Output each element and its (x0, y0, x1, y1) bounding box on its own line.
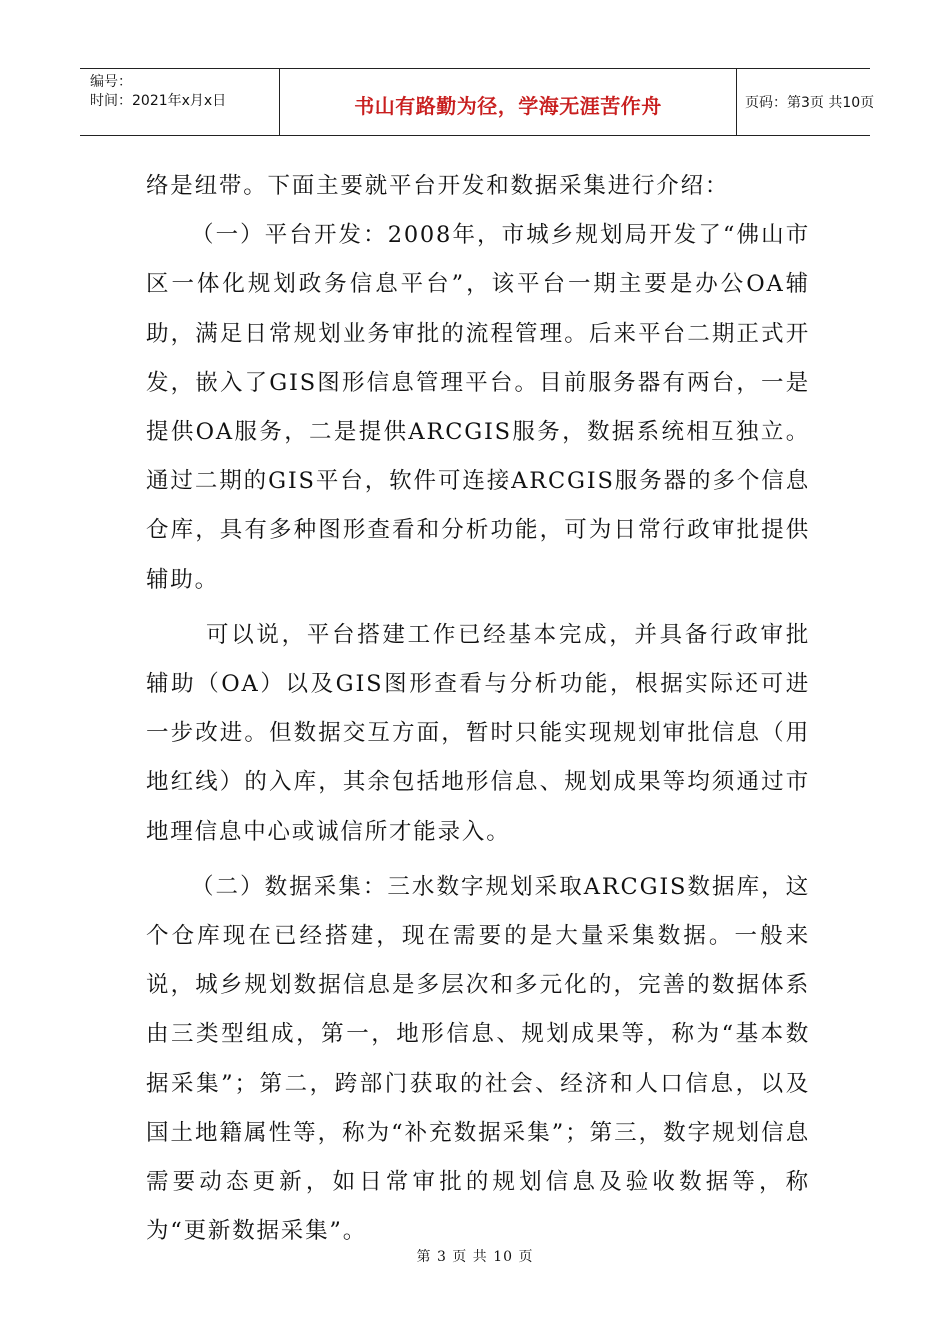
header-motto: 书山有路勤为径，学海无涯苦作舟 (354, 93, 662, 118)
page-footer: 第 3 页 共 10 页 (416, 1249, 534, 1265)
body-paragraph-1: 络是纽带。下面主要就平台开发和数据采集进行介绍： (146, 173, 730, 199)
header-meta-cell (80, 69, 280, 135)
header-page-info: 页码：第3页 共10页 (745, 95, 875, 111)
document-number-label: 编号： (90, 74, 132, 90)
body-paragraph-platform: （一）平台开发：2008年，市城乡规划局开发了“佛山市区一体化规划政务信息平台”，该平台一期主要是办公OA辅助，满足日常规划业务审批的流程管理。后来平台二期正式开发，嵌入了GIS图形信息管理平台。目前服务器有两台，一是提供OA服务，二是提供ARCGIS服务，数据系统相互独立。通过二期的GIS平台，软件可连接ARCGIS服务器的多个信息仓库，具有多种图形查看和分析功能，可为日常行政审批提供辅助。 (146, 222, 810, 593)
body-paragraph-summary: 可以说，平台搭建工作已经基本完成，并具备行政审批辅助（OA）以及GIS图形查看与分析功能，根据实际还可进一步改进。但数据交互方面，暂时只能实现规划审批信息（用地红线）的入库，其余包括地形信息、规划成果等均须通过市地理信息中心或诚信所才能录入。 (146, 621, 810, 845)
document-date-label: 时间：2021年x月x日 (90, 93, 227, 109)
page-header (80, 68, 875, 136)
body-paragraph-data-collection: （二）数据采集：三水数字规划采取ARCGIS数据库，这个仓库现在已经搭建，现在需要的是大量采集数据。一般来说，城乡规划数据信息是多层次和多元化的，完善的数据体系由三类型组成，第一，地形信息、规划成果等，称为“基本数据采集”；第二，跨部门获取的社会、经济和人口信息，以及国土地籍属性等，称为“补充数据采集”；第三，数字规划信息需要动态更新，如日常审批的规划信息及验收数据等，称为“更新数据采集”。 (146, 873, 810, 1245)
document-body (146, 162, 810, 1256)
header-page-info-cell (737, 69, 875, 135)
header-motto-cell (280, 69, 737, 135)
